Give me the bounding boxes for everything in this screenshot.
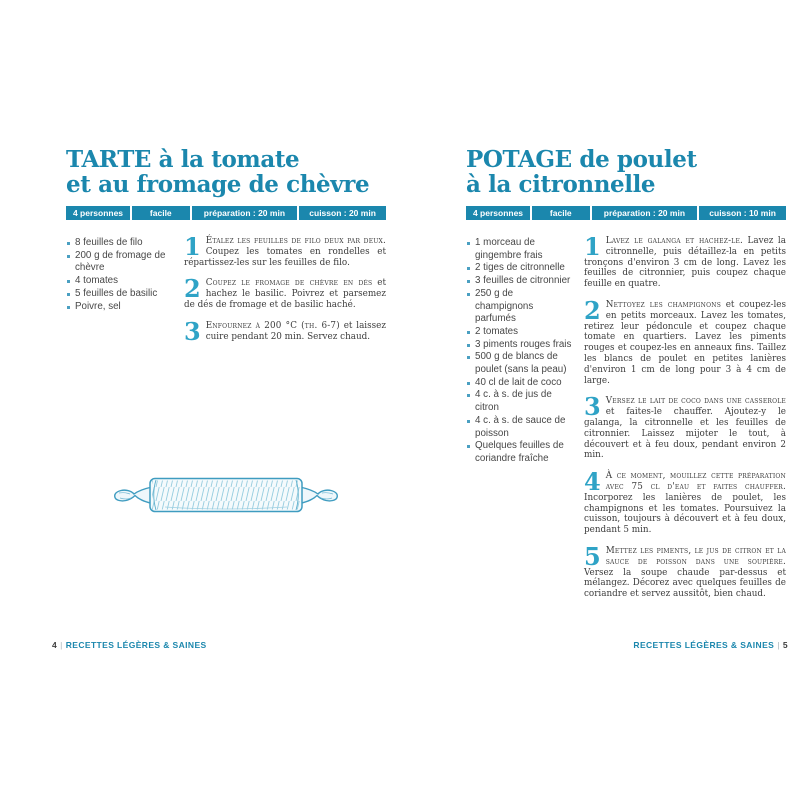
ingredient-item: 3 feuilles de citronnier <box>466 275 574 288</box>
recipe-step <box>184 316 386 346</box>
ingredient-item: 250 g de champignons parfumés <box>466 288 574 326</box>
ingredient-item: Quelques feuilles de coriandre fraîche <box>466 440 574 465</box>
footer-right <box>633 640 788 650</box>
recipe-title <box>66 147 386 197</box>
info-difficulty: facile <box>132 206 190 220</box>
step-text: et faites-le chauffer. Ajoutez-y le galanga, la citronnelle et les feuilles de citronnier. Laissez mijoter le tout, à découvert et à feu doux, pendant environ 2 min. <box>584 407 786 461</box>
step-lead: Versez le lait de coco dans une casserole <box>605 396 786 407</box>
step-text: et coupez-les en petits morceaux. Lavez les tomates, retirez leur pédoncule et coupez chaque tomate en quartiers. Lavez les piments rouges et coupez-les en anneaux fins. Taillez les blancs de poulet en petites lanières d'environ 1 cm de long pour 3 à 4 cm de large. <box>584 299 786 386</box>
step-text: Lavez la citronnelle, puis détaillez-la en petits tronçons d'environ 3 cm de long. Lavez les feuilles de citronnier, puis coupez chaque feuille en quatre. <box>584 236 786 290</box>
recipe-content <box>466 232 786 610</box>
ingredient-item: 40 cl de lait de coco <box>466 377 574 390</box>
recipe-step <box>584 295 786 386</box>
ingredients-column <box>466 236 584 610</box>
step-text: et hachez le basilic. Poivrez et parsemez de dés de fromage et de basilic haché. <box>184 278 386 310</box>
step-lead: Enfournez à 200 °C (th. 6-7) <box>205 320 340 331</box>
recipe-step <box>584 232 786 290</box>
ingredients-column <box>66 236 184 352</box>
ingredient-item: 200 g de fromage de chèvre <box>66 250 174 275</box>
info-prep-time: préparation : 20 min <box>192 206 298 220</box>
info-servings: 4 personnes <box>66 206 130 220</box>
title-line-1: POTAGE de poulet <box>466 146 697 173</box>
ingredient-item: 8 feuilles de filo <box>66 237 174 250</box>
ingredient-item: 1 morceau de gingembre frais <box>466 237 574 262</box>
step-lead: Mettez les piments, le jus de citron et la sauce de poisson dans une soupière. <box>605 545 786 567</box>
step-text: Versez la soupe chaude par-dessus et mélangez. Décorez avec quelques feuilles de coriandre et servez aussitôt, bien chaud. <box>584 567 786 600</box>
info-prep-time: préparation : 20 min <box>592 206 698 220</box>
step-text: Coupez les tomates en rondelles et répartissez-les sur les feuilles de filo. <box>184 246 386 268</box>
steps-column <box>184 232 386 352</box>
page-number: 5 <box>782 640 788 650</box>
footer-left <box>52 640 207 650</box>
recipe-page-left <box>66 147 386 352</box>
step-number: 5 <box>584 541 601 571</box>
recipe-step <box>584 541 786 600</box>
recipe-step <box>584 467 786 536</box>
step-lead: Lavez le galanga et hachez-le. <box>605 236 744 246</box>
recipe-content <box>66 232 386 352</box>
recipe-step <box>184 274 386 310</box>
step-lead: À ce moment, mouillez cette préparation avec 75 cl d'eau et faites chauffer. <box>605 471 786 492</box>
rolling-pin-illustration <box>110 473 342 523</box>
ingredient-item: 2 tiges de citronnelle <box>466 262 574 275</box>
step-number: 1 <box>584 232 601 261</box>
info-cook-time: cuisson : 10 min <box>699 206 786 220</box>
info-servings: 4 personnes <box>466 206 530 220</box>
ingredient-item: 4 c. à s. de sauce de poisson <box>466 415 574 440</box>
step-text: Incorporez les lanières de poulet, les champignons et les tomates. Poursuivez la cuisson, toujours à découvert et à feu doux, pendant 5 min. <box>584 492 786 536</box>
step-number: 2 <box>184 274 201 304</box>
step-number: 1 <box>184 232 201 261</box>
footer-separator: | <box>777 640 780 650</box>
ingredient-item: 500 g de blancs de poulet (sans la peau) <box>466 351 574 376</box>
ingredient-item: 4 c. à s. de jus de citron <box>466 389 574 414</box>
footer-label: RECETTES LÉGÈRES & SAINES <box>633 640 775 650</box>
info-cook-time: cuisson : 20 min <box>299 206 386 220</box>
step-lead: Nettoyez les champignons <box>605 299 722 310</box>
ingredient-item: 3 piments rouges frais <box>466 339 574 352</box>
recipe-page-right <box>466 147 786 610</box>
step-number: 2 <box>584 295 601 325</box>
recipe-step <box>584 392 786 461</box>
step-text: et laissez cuire pendant 20 min. Servez chaud. <box>205 320 386 342</box>
step-number: 4 <box>584 467 601 497</box>
title-line-2: à la citronnelle <box>466 171 656 198</box>
step-lead: Étalez les feuilles de filo deux par deux. <box>205 236 386 246</box>
step-number: 3 <box>184 316 201 346</box>
ingredient-item: 5 feuilles de basilic <box>66 288 174 301</box>
ingredients-list <box>466 237 574 466</box>
footer-label: RECETTES LÉGÈRES & SAINES <box>65 640 207 650</box>
recipe-info-bar <box>466 206 786 220</box>
info-difficulty: facile <box>532 206 590 220</box>
ingredient-item: 4 tomates <box>66 275 174 288</box>
step-number: 3 <box>584 392 601 422</box>
ingredient-item: Poivre, sel <box>66 301 174 314</box>
recipe-step <box>184 232 386 268</box>
recipe-info-bar <box>66 206 386 220</box>
ingredients-list <box>66 237 174 313</box>
step-lead: Coupez le fromage de chèvre en dés <box>205 278 373 289</box>
recipe-title <box>466 147 786 197</box>
footer-separator: | <box>60 640 63 650</box>
ingredient-item: 2 tomates <box>466 326 574 339</box>
steps-column <box>584 232 786 610</box>
page-number: 4 <box>52 640 58 650</box>
title-line-1: TARTE à la tomate <box>66 146 300 173</box>
title-line-2: et au fromage de chèvre <box>66 171 370 198</box>
